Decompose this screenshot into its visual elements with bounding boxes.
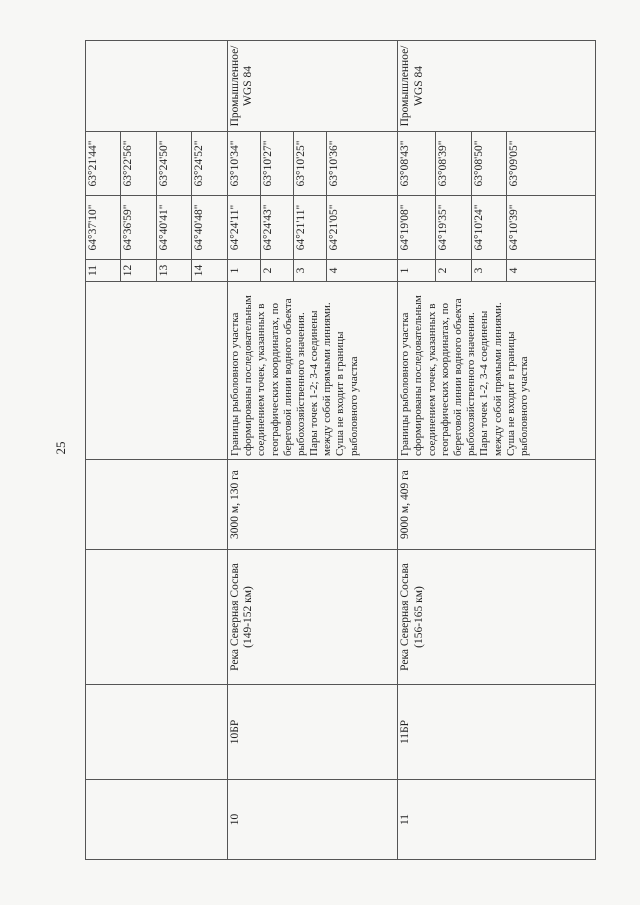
area-code-cell: 11БР: [398, 685, 596, 780]
longitude-cell: 63°24'52": [192, 132, 227, 196]
latitude-cell: 64°36'59": [121, 196, 156, 260]
longitude-cell: 63°22'56": [121, 132, 156, 196]
longitude-cell: 63°10'36": [327, 132, 398, 196]
latitude-cell: 64°19'08": [398, 196, 436, 260]
fishing-areas-table: [85, 40, 596, 860]
longitude-cell: 63°10'25": [294, 132, 327, 196]
table-row: [86, 41, 121, 860]
point-number: 2: [261, 260, 294, 282]
row-number-cell: 10: [227, 780, 397, 860]
latitude-cell: 64°37'10": [86, 196, 121, 260]
description-cell: Границы рыболовного участка сформированы последовательным соединением точек, указанных в географических координатах, по береговой линии водного объекта рыбохозяйственного значения. Пары точек 1-2, 3-4 соединены между собой прямыми линиями. Суша не входит в границы рыболовного участка: [398, 282, 596, 460]
size-cell: [86, 460, 228, 550]
page-number: 25: [53, 441, 68, 455]
latitude-cell: 64°21'11": [294, 196, 327, 260]
point-number: 4: [507, 260, 596, 282]
point-number: 2: [436, 260, 471, 282]
longitude-cell: 63°10'34": [227, 132, 260, 196]
area-code-cell: [86, 685, 228, 780]
longitude-cell: 63°08'39": [436, 132, 471, 196]
longitude-cell: 63°24'50": [156, 132, 191, 196]
description-cell: [86, 282, 228, 460]
longitude-cell: 63°08'43": [398, 132, 436, 196]
table-row: [227, 41, 260, 860]
row-number-cell: 11: [398, 780, 596, 860]
latitude-cell: 64°10'39": [507, 196, 596, 260]
latitude-cell: 64°40'48": [192, 196, 227, 260]
point-number: 1: [227, 260, 260, 282]
point-number: 11: [86, 260, 121, 282]
category-cell: Промышленное/ WGS 84: [398, 41, 596, 132]
table-row: [398, 41, 436, 860]
point-number: 14: [192, 260, 227, 282]
longitude-cell: 63°08'50": [471, 132, 506, 196]
point-number: 3: [471, 260, 506, 282]
size-cell: 9000 м, 409 га: [398, 460, 596, 550]
category-cell: [86, 41, 228, 132]
latitude-cell: 64°19'35": [436, 196, 471, 260]
latitude-cell: 64°10'24": [471, 196, 506, 260]
longitude-cell: 63°21'44": [86, 132, 121, 196]
latitude-cell: 64°24'43": [261, 196, 294, 260]
latitude-cell: 64°21'05": [327, 196, 398, 260]
area-code-cell: 10БР: [227, 685, 397, 780]
longitude-cell: 63°10'27": [261, 132, 294, 196]
description-cell: Границы рыболовного участка сформированы последовательным соединением точек, указанных в географических координатах, по береговой линии водного объекта рыбохозяйственного значения. Пары точек 1-2; 3-4 соединены между собой прямыми линиями. Суша не входит в границы рыболовного участка: [227, 282, 397, 460]
row-number-cell: [86, 780, 228, 860]
point-number: 12: [121, 260, 156, 282]
point-number: 4: [327, 260, 398, 282]
registry-table-container: [85, 41, 596, 860]
size-cell: 3000 м, 130 га: [227, 460, 397, 550]
latitude-cell: 64°40'41": [156, 196, 191, 260]
category-cell: Промышленное/ WGS 84: [227, 41, 397, 132]
location-cell: Река Северная Сосьва (156-165 км): [398, 550, 596, 685]
point-number: 13: [156, 260, 191, 282]
point-number: 1: [398, 260, 436, 282]
location-cell: [86, 550, 228, 685]
location-cell: Река Северная Сосьва (149-152 км): [227, 550, 397, 685]
point-number: 3: [294, 260, 327, 282]
latitude-cell: 64°24'11": [227, 196, 260, 260]
longitude-cell: 63°09'05": [507, 132, 596, 196]
